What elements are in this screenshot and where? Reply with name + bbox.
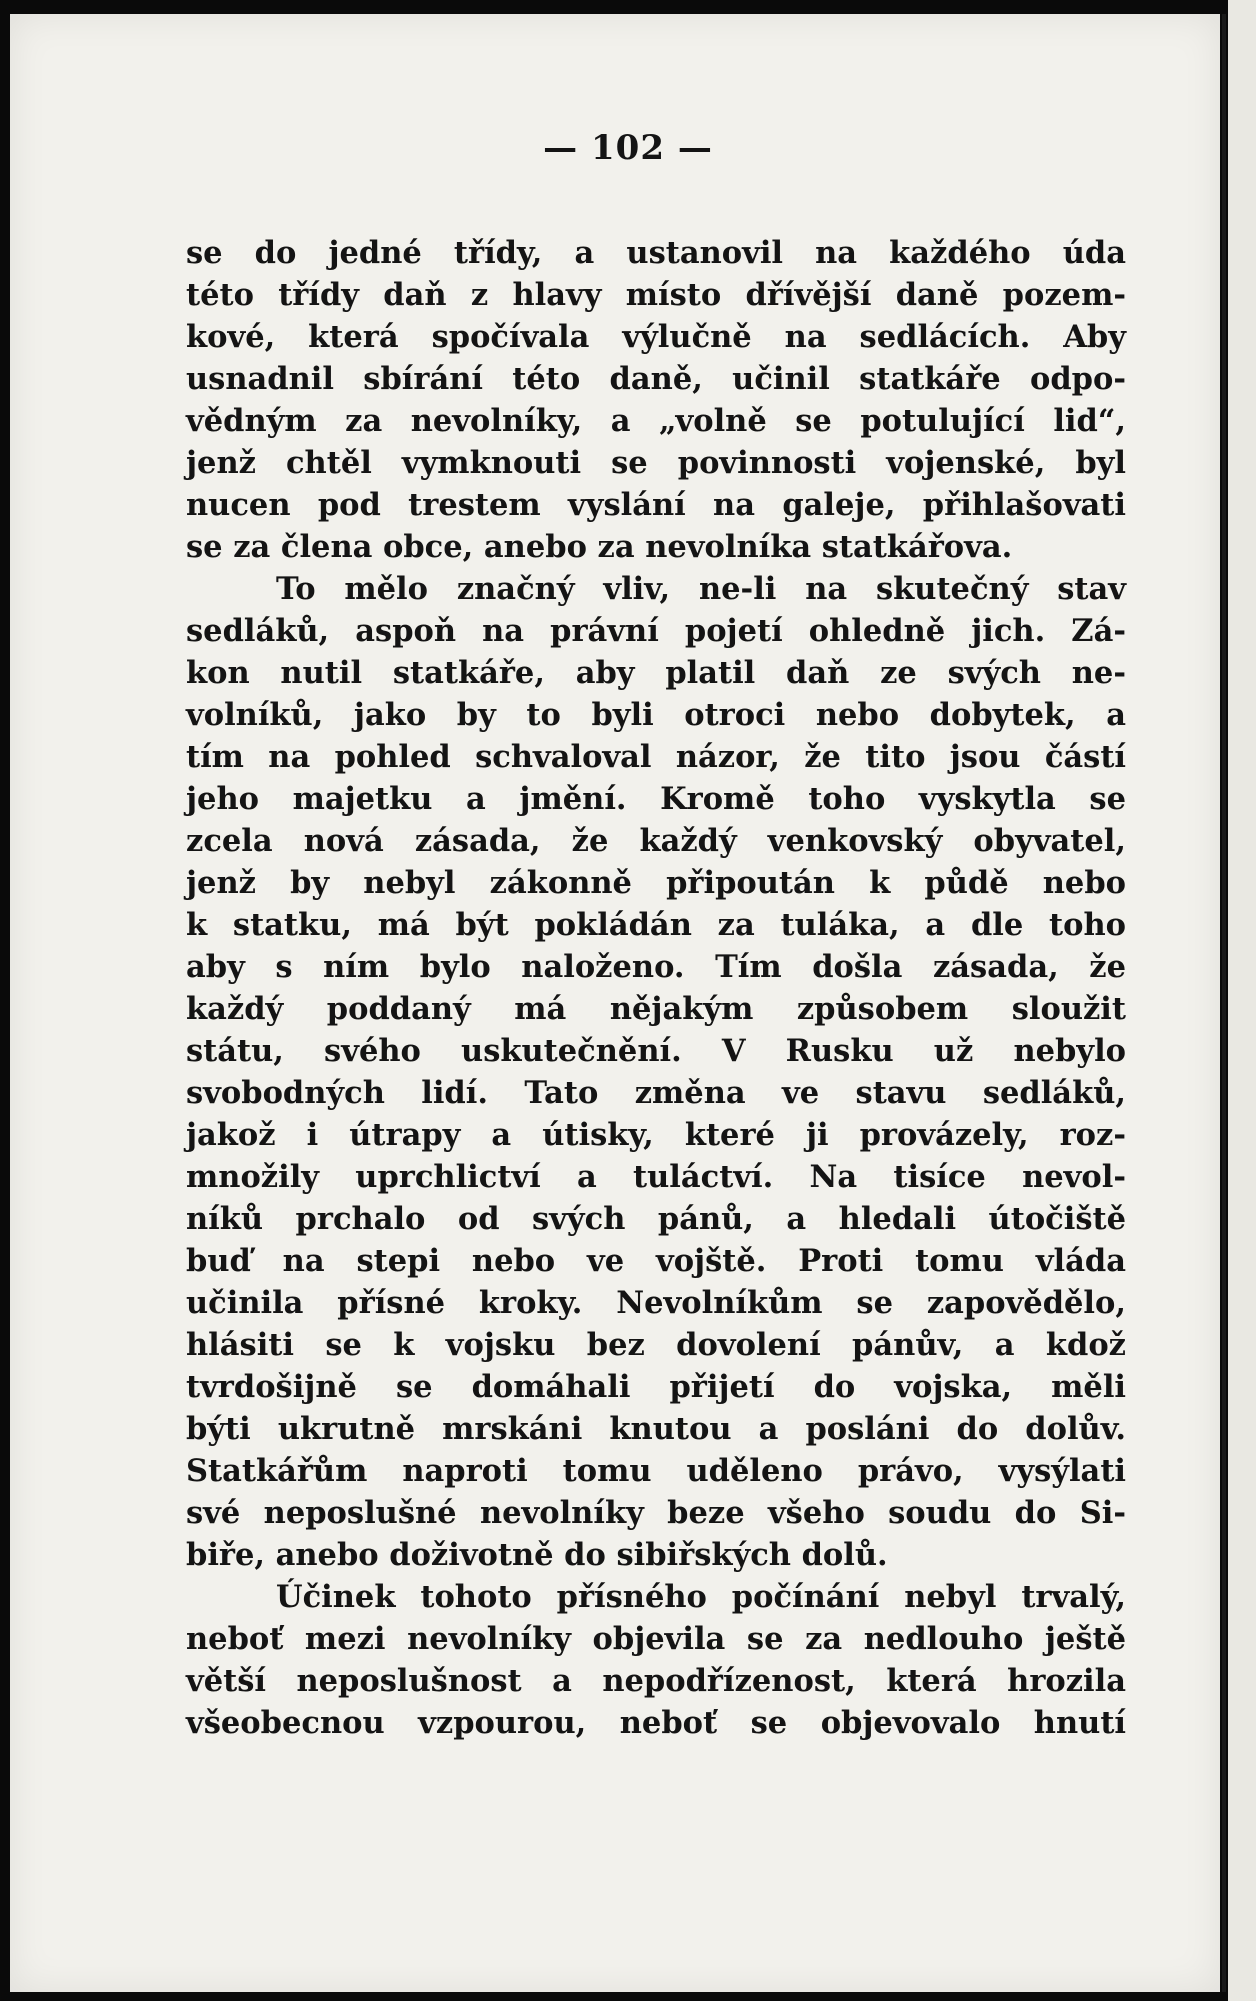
page-edge-shadow [1222,14,1226,1992]
text-line: zcela nová zásada, že každý venkovský obyvatel, [186,823,1126,859]
text-line: kon nutil statkáře, aby platil daň ze svých ne- [186,655,1126,691]
text-line: kové, která spočívala výlučně na sedlácích. Aby [186,319,1126,355]
text-line: státu, svého uskutečnění. V Rusku už nebylo [186,1033,1126,1069]
body-text [186,232,1126,1744]
text-line: své neposlušné nevolníky beze všeho soudu do Si- [186,1495,1126,1531]
text-line: jakož i útrapy a útisky, které ji provázely, roz- [186,1117,1126,1153]
text-line: množily uprchlictví a tuláctví. Na tisíce nevol- [186,1159,1126,1195]
text-line: nucen pod trestem vyslání na galeje, přihlašovati [186,487,1126,523]
text-line: tvrdošijně se domáhali přijetí do vojska, měli [186,1369,1126,1405]
text-line: se do jedné třídy, a ustanovil na každého úda [186,235,1126,271]
text-line: hlásiti se k vojsku bez dovolení pánův, a kdož [186,1327,1126,1363]
text-line: biře, anebo doživotně do sibiřských dolů. [186,1537,888,1573]
text-line: svobodných lidí. Tato změna ve stavu sedláků, [186,1075,1126,1111]
text-line: se za člena obce, anebo za nevolníka statkářova. [186,529,1013,565]
text-line: volníků, jako by to byli otroci nebo dobytek, a [186,697,1126,733]
text-line: učinila přísné kroky. Nevolníkům se zapovědělo, [186,1285,1126,1321]
text-line: větší neposlušnost a nepodřízenost, která hrozila [186,1663,1126,1699]
text-line: jenž by nebyl zákonně připoután k půdě nebo [186,865,1126,901]
text-line: Statkářům naproti tomu uděleno právo, vysýlati [186,1453,1126,1489]
text-line: vědným za nevolníky, a „volně se potulující lid“, [186,403,1126,439]
text-line: Účinek tohoto přísného počínání nebyl trvalý, [276,1579,1126,1615]
text-line: jeho majetku a jmění. Kromě toho vyskytla se [186,781,1126,817]
text-line: všeobecnou vzpourou, neboť se objevovalo hnutí [186,1705,1126,1741]
text-line: býti ukrutně mrskáni knutou a posláni do dolův. [186,1411,1126,1447]
facing-page-edge [1228,0,1256,2001]
text-line: tím na pohled schvaloval názor, že tito jsou částí [186,739,1126,775]
text-line: jenž chtěl vymknouti se povinnosti vojenské, byl [186,445,1126,481]
text-line: usnadnil sbírání této daně, učinil statkáře odpo- [186,361,1126,397]
text-line: každý poddaný má nějakým způsobem sloužit [186,991,1126,1027]
text-line: sedláků, aspoň na právní pojetí ohledně jich. Zá- [186,613,1126,649]
text-line: k statku, má být pokládán za tuláka, a dle toho [186,907,1126,943]
text-line: neboť mezi nevolníky objevila se za nedlouho ještě [186,1621,1126,1657]
text-line: To mělo značný vliv, ne-li na skutečný stav [276,571,1126,607]
text-line: aby s ním bylo naloženo. Tím došla zásada, že [186,949,1126,985]
text-line: níků prchalo od svých pánů, a hledali útočiště [186,1201,1126,1237]
text-line: buď na stepi nebo ve vojště. Proti tomu vláda [186,1243,1126,1279]
text-line: této třídy daň z hlavy místo dřívější daně pozem- [186,277,1126,313]
page-number: — 102 — [543,128,713,168]
